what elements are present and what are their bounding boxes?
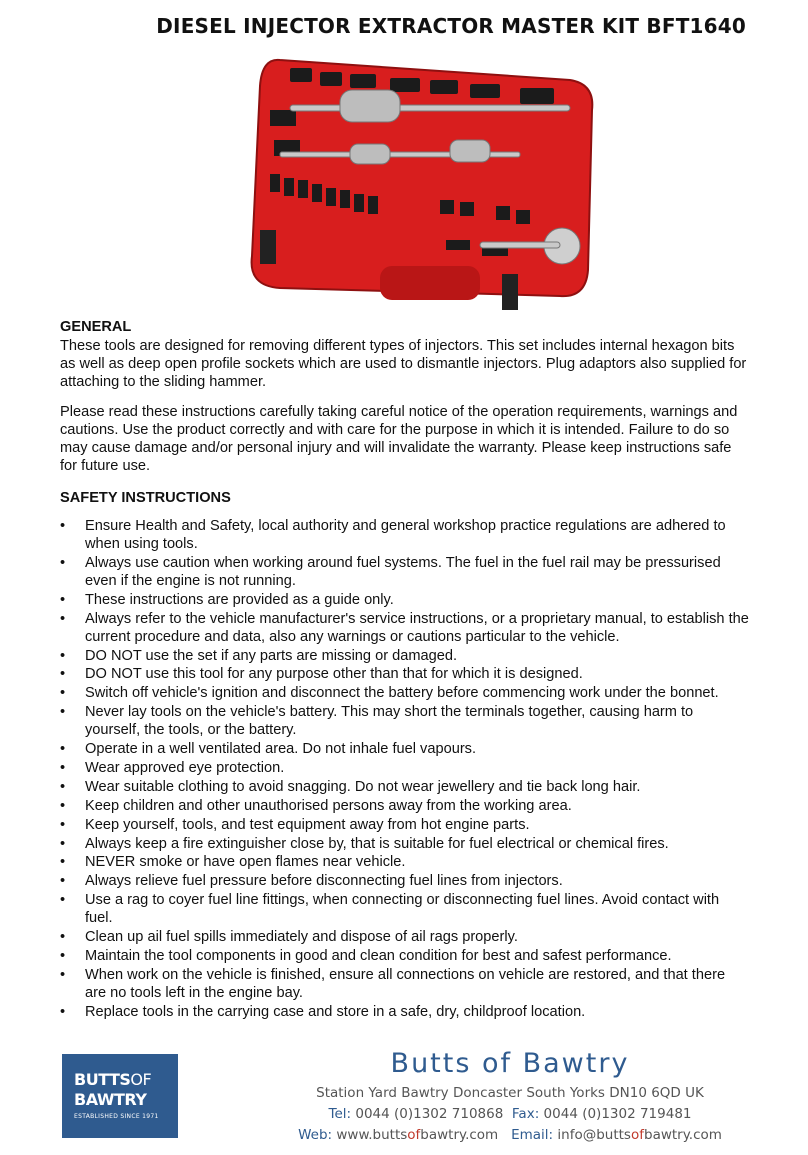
bullet-icon: • [60,854,66,871]
company-contact [290,1048,730,1148]
bullet-icon: • [60,666,66,683]
bullet-icon: • [60,518,66,534]
bullet-icon: • [60,873,66,890]
list-item: • Replace tools in the carrying case and store in a safe, dry, childproof location. [60,1003,586,1020]
web-email-line: Web: www.buttsofbawtry.com Email: info@buttsofbawtry.com [298,1127,722,1143]
list-item: • NEVER smoke or have open flames near vehicle. [60,854,406,871]
bullet-icon: • [60,929,66,946]
list-item: • Always use caution when working around fuel systems. The fuel in the fuel rail may be pressurised even if the engine is not running. [60,554,721,589]
instructions-body [60,318,750,1022]
list-item: • Switch off vehicle's ignition and disconnect the battery before commencing work under the bonnet. [60,685,719,702]
website-link[interactable]: www.buttsofbawtry.com [336,1127,499,1143]
list-item: • Use a rag to coyer fuel line fittings, when connecting or disconnecting fuel lines. Avoid contact with fuel. [60,892,720,927]
company-logo: BUTTSOF BAWTRY ESTABLISHED SINCE 1971 [62,1054,178,1138]
company-name: Butts of Bawtry [390,1048,630,1079]
company-address: Station Yard Bawtry Doncaster South Yorks DN10 6QD UK [316,1085,704,1101]
bullet-icon: • [60,554,66,571]
bullet-icon: • [60,760,66,777]
bullet-icon: • [60,778,66,795]
list-item: • Maintain the tool components in good and clean condition for best and safest performance. [60,948,672,965]
bullet-icon: • [60,966,66,983]
bullet-icon: • [60,647,66,664]
list-item: • Always keep a fire extinguisher close by, that is suitable for fuel electrical or chemical fires. [60,835,669,852]
bullet-icon: • [60,816,66,833]
bullet-icon: • [60,892,66,909]
bullet-icon: • [60,704,66,721]
list-item: • When work on the vehicle is finished, ensure all connections on vehicle are restored, and that there are no tools left in the engine bay. [60,966,726,1001]
bullet-icon: • [60,948,66,965]
bullet-icon: • [60,610,66,627]
list-item: • Ensure Health and Safety, local authority and general workshop practice regulations are adhered to when using tools. [60,518,726,552]
phone-fax-line: Tel: 0044 (0)1302 710868 Fax: 0044 (0)1302 719481 [328,1106,692,1122]
general-paragraph-2: Please read these instructions carefully taking careful notice of the operation requirements, warnings and cautions. Use the product correctly and with care for the purpose in which it is intended. Failure to do so may cause damage and/or personal injury and will invalidate the warranty. Please keep instructions safe for future use. [60,404,738,474]
list-item: • DO NOT use this tool for any purpose other than that for which it is designed. [60,666,583,683]
safety-heading: SAFETY INSTRUCTIONS [60,490,231,506]
tel-number: 0044 (0)1302 710868 [355,1106,504,1122]
list-item: • Keep yourself, tools, and test equipment away from hot engine parts. [60,816,530,833]
fax-number: 0044 (0)1302 719481 [543,1106,692,1122]
list-item: • DO NOT use the set if any parts are missing or damaged. [60,647,458,664]
general-paragraph-1: These tools are designed for removing different types of injectors. This set includes internal hexagon bits as well as deep open profile sockets which are used to dismantle injectors. Plug adaptors also supplied for attaching to the sliding hammer. [60,338,747,390]
bullet-icon: • [60,797,66,814]
list-item: • Wear approved eye protection. [60,760,285,777]
bullet-icon: • [60,741,66,758]
list-item: • Always relieve fuel pressure before disconnecting fuel lines from injectors. [60,873,563,890]
general-heading: GENERAL [60,319,132,335]
list-item: • Never lay tools on the vehicle's battery. This may short the terminals together, causing harm to yourself, the tools, or the battery. [60,704,694,739]
bullet-icon: • [60,1003,66,1020]
list-item: • Keep children and other unauthorised persons away from the working area. [60,797,572,814]
email-link[interactable]: info@buttsofbawtry.com [557,1127,722,1143]
list-item: • Operate in a well ventilated area. Do not inhale fuel vapours. [60,741,477,758]
bullet-icon: • [60,835,66,852]
list-item: • Wear suitable clothing to avoid snagging. Do not wear jewellery and tie back long hair. [60,778,641,795]
safety-list [60,517,750,1021]
list-item: • These instructions are provided as a guide only. [60,591,394,608]
bullet-icon: • [60,685,66,702]
list-item: • Always refer to the vehicle manufacturer's service instructions, or a proprietary manual, to establish the current procedure and data, also any warnings or cautions particular to the vehicle. [60,610,749,645]
document-title: DIESEL INJECTOR EXTRACTOR MASTER KIT BFT1640 [156,14,746,38]
list-item: • Clean up ail fuel spills immediately and dispose of ail rags properly. [60,929,518,946]
product-photo-toolkit-case [240,50,608,318]
bullet-icon: • [60,591,66,608]
